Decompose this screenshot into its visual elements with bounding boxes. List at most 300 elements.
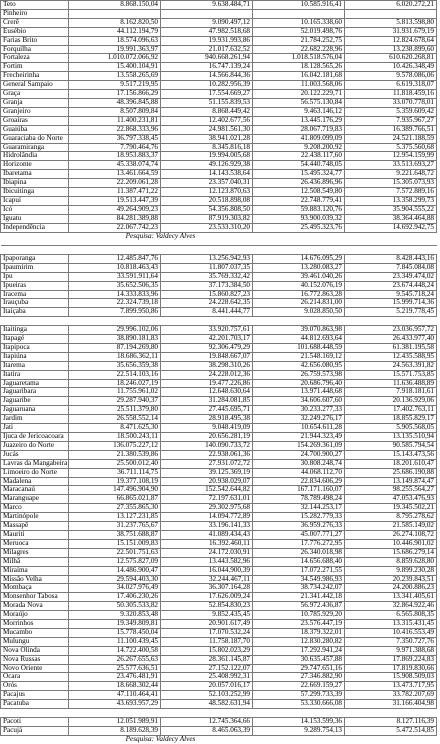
- value-cell: 13.280.083,27: [253, 263, 345, 272]
- value-cell: [253, 9, 345, 18]
- table-row: [1, 548, 437, 557]
- value-cell: 11.400.231,81: [69, 116, 161, 125]
- value-cell: 9.852.435,45: [161, 611, 253, 620]
- value-cell: 26.274.108,72: [345, 530, 437, 539]
- table-row: [1, 655, 437, 664]
- value-cell: 31.284.081,85: [161, 397, 253, 406]
- value-cell: 136.075.227,12: [69, 441, 161, 450]
- value-cell: 31.931.679,19: [345, 27, 437, 36]
- table-row: [1, 205, 437, 214]
- value-cell: 8.189.628,39: [69, 726, 161, 735]
- municipality-cell: Granja: [1, 98, 69, 107]
- value-cell: 8.345.816,18: [161, 143, 253, 152]
- value-cell: 72.197.631,01: [161, 495, 253, 504]
- value-cell: 35.652.506,35: [69, 281, 161, 290]
- value-cell: 610.620.268,81: [345, 54, 437, 63]
- municipality-cell: Orós: [1, 682, 69, 691]
- municipality-cell: Itarema: [1, 361, 69, 370]
- value-cell: 15.143.473,56: [345, 450, 437, 459]
- municipality-cell: Ibaretama: [1, 170, 69, 179]
- value-cell: 7.918.181,61: [345, 388, 437, 397]
- table-row: [1, 726, 437, 735]
- value-cell: 21.017.632,52: [161, 45, 253, 54]
- municipality-cell: Pacujá: [1, 726, 69, 735]
- municipality-cell: Itaiçaba: [1, 308, 69, 317]
- value-cell: 13.135.510,94: [345, 433, 437, 442]
- table-row: [1, 352, 437, 361]
- value-cell: 13.443.582,96: [161, 557, 253, 566]
- value-cell: 26.558.552,14: [69, 415, 161, 424]
- value-cell: 12.435.588,95: [345, 352, 437, 361]
- value-cell: 21.341.442,18: [253, 593, 345, 602]
- municipality-cell: Icapuí: [1, 196, 69, 205]
- municipality-cell: Teto: [1, 1, 69, 10]
- value-cell: 38.298.310,26: [161, 361, 253, 370]
- value-cell: 13.445.176,29: [253, 116, 345, 125]
- table-row: [1, 308, 437, 317]
- table-row: [1, 36, 437, 45]
- value-cell: 53.330.666,08: [253, 700, 345, 709]
- value-cell: 9.028.850,50: [253, 308, 345, 317]
- value-cell: 6.619.318,07: [345, 81, 437, 90]
- value-cell: 84.281.389,88: [69, 214, 161, 223]
- value-cell: 22.748.779,41: [253, 196, 345, 205]
- municipality-cell: Guaiúba: [1, 125, 69, 134]
- municipality-cell: Jucás: [1, 450, 69, 459]
- value-cell: 11.100.439,45: [69, 637, 161, 646]
- table-row: [1, 107, 437, 116]
- value-cell: 20.901.617,49: [161, 620, 253, 629]
- value-cell: 29.996.102,06: [69, 326, 161, 335]
- value-cell: 36.711.114,75: [69, 468, 161, 477]
- value-cell: 12.830.280,82: [253, 637, 345, 646]
- value-cell: 16.747.139,24: [161, 63, 253, 72]
- value-cell: 19.345.502,21: [345, 504, 437, 513]
- value-cell: 32.249.276,17: [253, 415, 345, 424]
- value-cell: 11.818.459,16: [345, 90, 437, 99]
- value-cell: [161, 9, 253, 18]
- value-cell: 9.638.484,71: [161, 1, 253, 10]
- value-cell: 33.513.693,27: [345, 161, 437, 170]
- value-cell: 15.282.779,33: [253, 513, 345, 522]
- value-cell: 44.112.194,79: [69, 27, 161, 36]
- value-cell: 44.812.693,64: [253, 335, 345, 344]
- value-cell: 90.585.794,54: [345, 441, 437, 450]
- value-cell: 17.869.224,83: [345, 655, 437, 664]
- value-cell: 16.772.863,28: [253, 290, 345, 299]
- value-cell: 50.305.533,82: [69, 602, 161, 611]
- value-cell: 23.674.448,24: [345, 281, 437, 290]
- municipality-cell: Granjeiro: [1, 107, 69, 116]
- table-row: [1, 1, 437, 10]
- value-cell: 13.238.899,60: [345, 45, 437, 54]
- value-cell: 20.239.843,51: [345, 575, 437, 584]
- value-cell: 6.020.272,21: [345, 1, 437, 10]
- value-cell: 7.350.727,76: [345, 637, 437, 646]
- value-cell: [69, 9, 161, 18]
- value-cell: 13.358.299,73: [345, 196, 437, 205]
- source-note: Pesquisa: Valdecy Alves: [125, 734, 196, 743]
- value-cell: 22.682.228,96: [253, 45, 345, 54]
- value-cell: 24.172.030,91: [161, 548, 253, 557]
- value-cell: 15.860.827,23: [161, 290, 253, 299]
- value-cell: 15.686.279,14: [345, 548, 437, 557]
- value-cell: 21.380.539,86: [69, 450, 161, 459]
- value-cell: 17.626.009,24: [161, 593, 253, 602]
- value-cell: 5.813.598,80: [345, 18, 437, 27]
- municipality-cell: Madalena: [1, 477, 69, 486]
- value-cell: 12.824.678,64: [345, 36, 437, 45]
- value-cell: 27.152.122,07: [161, 664, 253, 673]
- table-row: [1, 272, 437, 281]
- table-row: [1, 450, 437, 459]
- value-cell: 38.941.021,28: [161, 134, 253, 143]
- value-cell: 12.051.989,91: [69, 717, 161, 726]
- table-row: [1, 214, 437, 223]
- value-cell: 13.256.942,93: [161, 254, 253, 263]
- value-cell: 30.635.457,88: [253, 655, 345, 664]
- value-cell: 8.507.809,84: [69, 107, 161, 116]
- value-cell: 15.999.714,36: [345, 299, 437, 308]
- value-cell: 15.495.324,77: [253, 170, 345, 179]
- value-cell: 17.292.941,24: [253, 646, 345, 655]
- value-cell: 98.255.564,27: [345, 486, 437, 495]
- value-cell: 14.333.833,96: [69, 290, 161, 299]
- value-cell: 49.126.929,38: [161, 161, 253, 170]
- value-cell: 5.472.514,85: [345, 726, 437, 735]
- value-cell: 7.935.967,27: [345, 116, 437, 125]
- value-cell: 16.042.181,68: [253, 72, 345, 81]
- municipality-cell: Maracanaú: [1, 486, 69, 495]
- value-cell: 87.194.269,80: [69, 343, 161, 352]
- value-cell: 45.338.074,74: [69, 161, 161, 170]
- value-cell: 23.349.474,02: [345, 272, 437, 281]
- municipality-cell: Mulungu: [1, 637, 69, 646]
- value-cell: 35.904.555,22: [345, 205, 437, 214]
- value-cell: 47.110.464,41: [69, 691, 161, 700]
- value-cell: 14.486.900,47: [69, 566, 161, 575]
- municipality-cell: Moraújo: [1, 611, 69, 620]
- value-cell: 18.686.362,11: [69, 352, 161, 361]
- value-cell: 8.465.063,39: [161, 726, 253, 735]
- value-cell: 17.406.230,26: [69, 593, 161, 602]
- value-cell: 8.471.625,30: [69, 424, 161, 433]
- municipality-cell: Guaramiranga: [1, 143, 69, 152]
- value-cell: 40.152.076,19: [253, 281, 345, 290]
- table-row: [1, 18, 437, 27]
- value-cell: 25.686.190,88: [345, 468, 437, 477]
- value-cell: 25.577.636,51: [69, 664, 161, 673]
- value-cell: 18.128.565,26: [253, 63, 345, 72]
- value-cell: 20.057.016,17: [161, 682, 253, 691]
- value-cell: 33.782.207,69: [345, 691, 437, 700]
- value-cell: 29.747.651,16: [253, 664, 345, 673]
- value-cell: 17.156.866,29: [69, 90, 161, 99]
- value-cell: 12.123.870,63: [161, 188, 253, 197]
- table-row: [1, 343, 437, 352]
- value-cell: 36.797.338,45: [69, 134, 161, 143]
- value-cell: 78.789.498,24: [253, 495, 345, 504]
- value-cell: 154.269.361,09: [253, 441, 345, 450]
- municipality-cell: Marco: [1, 504, 69, 513]
- value-cell: 23.357.040,31: [161, 179, 253, 188]
- municipality-cell: Iracema: [1, 290, 69, 299]
- value-cell: 1.018.518.576,04: [253, 54, 345, 63]
- value-cell: 18.246.027,19: [69, 379, 161, 388]
- municipality-cell: Fortim: [1, 63, 69, 72]
- value-cell: 26.340.018,98: [253, 548, 345, 557]
- value-cell: 14.676.095,29: [253, 254, 345, 263]
- value-cell: 152.542.644,82: [161, 486, 253, 495]
- municipality-cell: Crerê: [1, 18, 69, 27]
- value-cell: 24.228.642,35: [161, 299, 253, 308]
- note-spacer: [1, 232, 69, 240]
- municipality-cell: Milagres: [1, 548, 69, 557]
- municipality-cell: Jaguaribara: [1, 388, 69, 397]
- municipality-cell: Icó: [1, 205, 69, 214]
- value-cell: 9.221.648,72: [345, 170, 437, 179]
- value-cell: 12.745.364,66: [161, 717, 253, 726]
- value-cell: 27.445.695,71: [161, 406, 253, 415]
- municipality-cell: Ibicuitinga: [1, 188, 69, 197]
- value-cell: 23.476.481,91: [69, 673, 161, 682]
- value-cell: 36.959.276,33: [253, 522, 345, 531]
- value-cell: 11.636.488,89: [345, 379, 437, 388]
- value-cell: 42.201.703,17: [161, 335, 253, 344]
- value-cell: 13.461.664,59: [69, 170, 161, 179]
- value-cell: 17.072.271,55: [253, 566, 345, 575]
- value-cell: 18.201.610,47: [345, 459, 437, 468]
- municipality-cell: Frecheirinha: [1, 72, 69, 81]
- value-cell: 33.070.778,01: [345, 98, 437, 107]
- municipality-cell: Ipueiras: [1, 281, 69, 290]
- municipality-cell: Jardim: [1, 415, 69, 424]
- municipality-cell: Ijuca de Jericoacoara: [1, 433, 69, 442]
- municipality-cell: Pacajus: [1, 691, 69, 700]
- value-cell: 23.533.310,20: [161, 223, 253, 232]
- value-cell: 36.307.164,28: [161, 584, 253, 593]
- value-cell: 20.518.898,08: [161, 196, 253, 205]
- value-cell: 15.908.509,03: [345, 673, 437, 682]
- municipality-cell: Forquilha: [1, 45, 69, 54]
- value-cell: 11.758.187,70: [161, 637, 253, 646]
- value-cell: 24.228.012,36: [161, 370, 253, 379]
- value-cell: 21.548.169,12: [253, 352, 345, 361]
- municipality-cell: Itapagé: [1, 335, 69, 344]
- value-cell: 24.200.886,23: [345, 584, 437, 593]
- value-cell: 9.971.388,68: [345, 646, 437, 655]
- municipality-cell: Maranguape: [1, 495, 69, 504]
- value-cell: 14.094.772,89: [161, 513, 253, 522]
- table-row: [1, 468, 437, 477]
- value-cell: 9.090.497,12: [161, 18, 253, 27]
- value-cell: 19.848.667,07: [161, 352, 253, 361]
- value-cell: 9.463.146,12: [253, 107, 345, 116]
- value-cell: 24.981.561,30: [161, 125, 253, 134]
- value-cell: 49.264.909,23: [69, 205, 161, 214]
- value-cell: 16.389.766,51: [345, 125, 437, 134]
- value-cell: 15.305.073,93: [345, 179, 437, 188]
- value-cell: 48.396.845,88: [69, 98, 161, 107]
- value-cell: 10.818.463,43: [69, 263, 161, 272]
- value-cell: 10.654.611,28: [253, 424, 345, 433]
- value-cell: 61.381.195,58: [345, 343, 437, 352]
- value-cell: 66.865.021,87: [69, 495, 161, 504]
- value-cell: 12.485.847,76: [69, 254, 161, 263]
- value-cell: 41.089.434,43: [161, 530, 253, 539]
- value-cell: 7.572.889,16: [345, 188, 437, 197]
- municipality-cell: Jati: [1, 424, 69, 433]
- value-cell: 38.734.242,07: [253, 584, 345, 593]
- value-cell: 14.656.688,40: [253, 557, 345, 566]
- value-cell: 21.944.323,49: [253, 433, 345, 442]
- value-cell: 35.769.332,42: [161, 272, 253, 281]
- value-cell: 29.287.940,37: [69, 397, 161, 406]
- value-cell: 18.574.096,63: [69, 36, 161, 45]
- value-cell: 13.149.874,47: [345, 477, 437, 486]
- value-cell: 25.408.992,31: [161, 673, 253, 682]
- value-cell: 22.324.739,18: [69, 299, 161, 308]
- municipality-cell: Meruoca: [1, 539, 69, 548]
- value-cell: 21.784.252,75: [253, 36, 345, 45]
- municipality-cell: Miraíma: [1, 566, 69, 575]
- value-cell: 56.972.436,87: [253, 602, 345, 611]
- value-cell: 13.341.405,61: [345, 593, 437, 602]
- value-cell: 11.003.568,06: [253, 81, 345, 90]
- value-cell: 20.686.796,40: [253, 379, 345, 388]
- value-cell: 5.375.560,68: [345, 143, 437, 152]
- note-spacer: [1, 735, 69, 743]
- source-note-row: [1, 232, 437, 240]
- value-cell: 48.582.631,94: [161, 700, 253, 709]
- value-cell: 17.554.669,27: [161, 90, 253, 99]
- value-cell: 52.019.498,76: [253, 27, 345, 36]
- value-cell: 11.807.037,35: [161, 263, 253, 272]
- value-cell: 51.155.839,53: [161, 98, 253, 107]
- value-cell: 167.171.160,07: [253, 486, 345, 495]
- value-cell: 25.511.379,80: [69, 406, 161, 415]
- value-cell: 5.905.568,05: [345, 424, 437, 433]
- table-row: [1, 700, 437, 709]
- value-cell: 27.931.072,72: [161, 459, 253, 468]
- value-cell: 13.971.448,68: [253, 388, 345, 397]
- table-row: [1, 459, 437, 468]
- municipality-cell: Groaíras: [1, 116, 69, 125]
- value-cell: 24.521.188,59: [345, 134, 437, 143]
- value-cell: 14.722.400,58: [69, 646, 161, 655]
- municipality-cell: Itapiúna: [1, 352, 69, 361]
- municipality-cell: Mucambo: [1, 628, 69, 637]
- value-cell: 20.136.929,06: [345, 397, 437, 406]
- value-cell: 940.668.261,94: [161, 54, 253, 63]
- municipality-cell: Nova Olinda: [1, 646, 69, 655]
- municipal-revenue-table-1: [0, 0, 437, 240]
- value-cell: 15.571.753,85: [345, 370, 437, 379]
- value-cell: 12.402.677,56: [161, 116, 253, 125]
- source-note: Pesquisa: Valdecy Alves: [125, 231, 196, 240]
- municipality-cell: Milhã: [1, 557, 69, 566]
- value-cell: 11.387.471,22: [69, 188, 161, 197]
- value-cell: 12.648.630,64: [161, 388, 253, 397]
- value-cell: 16.392.460,11: [161, 539, 253, 548]
- value-cell: 8.868.449,42: [161, 107, 253, 116]
- value-cell: 32.864.922,46: [345, 602, 437, 611]
- value-cell: 47.982.518,68: [161, 27, 253, 36]
- value-cell: 35.656.359,38: [69, 361, 161, 370]
- municipal-revenue-table-2: [0, 245, 437, 744]
- value-cell: [345, 9, 437, 18]
- value-cell: 9.578.086,06: [345, 72, 437, 81]
- municipality-cell: Itapipoca: [1, 343, 69, 352]
- municipality-cell: Pacoti: [1, 717, 69, 726]
- value-cell: 26.267.655,63: [69, 655, 161, 664]
- value-cell: 10.446.901,02: [345, 539, 437, 548]
- value-cell: 54.356.808,50: [161, 205, 253, 214]
- value-cell: 22.868.333,96: [69, 125, 161, 134]
- value-cell: 18.855.829,17: [345, 415, 437, 424]
- value-cell: 38.751.688,87: [69, 530, 161, 539]
- municipality-cell: Massapê: [1, 522, 69, 531]
- table-row: [1, 646, 437, 655]
- table-row: [1, 134, 437, 143]
- table-row: [1, 9, 437, 18]
- value-cell: 22.501.751,63: [69, 548, 161, 557]
- value-cell: 93.900.039,32: [253, 214, 345, 223]
- value-cell: 39.125.369,19: [161, 468, 253, 477]
- value-cell: 33.196.141,33: [161, 522, 253, 531]
- value-cell: 13.127.231,85: [69, 513, 161, 522]
- municipality-cell: Itaitinga: [1, 326, 69, 335]
- value-cell: 17.819.830,66: [345, 664, 437, 673]
- value-cell: 19.349.809,81: [69, 620, 161, 629]
- table-row: [1, 27, 437, 36]
- table-row: [1, 223, 437, 232]
- value-cell: 8.162.820,50: [69, 18, 161, 27]
- value-cell: 17.070.532,24: [161, 628, 253, 637]
- municipality-cell: General Sampaio: [1, 81, 69, 90]
- municipality-cell: Jaguaretama: [1, 379, 69, 388]
- value-cell: 37.173.384,50: [161, 281, 253, 290]
- value-cell: 52.854.830,23: [161, 602, 253, 611]
- value-cell: 8.441.444,77: [161, 308, 253, 317]
- value-cell: 47.053.476,93: [345, 495, 437, 504]
- value-cell: 11.755.961,02: [69, 388, 161, 397]
- value-cell: 5.359.609,42: [345, 107, 437, 116]
- value-cell: 39.070.863,98: [253, 326, 345, 335]
- municipality-cell: Missão Velha: [1, 575, 69, 584]
- municipality-cell: Itatira: [1, 370, 69, 379]
- value-cell: 22.067.742,23: [69, 223, 161, 232]
- municipality-cell: Morrinhos: [1, 620, 69, 629]
- value-cell: 22.514.103,16: [69, 370, 161, 379]
- value-cell: 25.495.323,76: [253, 223, 345, 232]
- value-cell: 9.899.230,28: [345, 566, 437, 575]
- table-row: [1, 370, 437, 379]
- value-cell: 28.918.495,38: [161, 415, 253, 424]
- municipality-cell: Horizonte: [1, 161, 69, 170]
- municipality-cell: Mombaça: [1, 584, 69, 593]
- value-cell: 38.890.181,83: [69, 335, 161, 344]
- table-row: [1, 196, 437, 205]
- municipality-cell: Lavras da Mangabeira: [1, 459, 69, 468]
- value-cell: 9.545.718,24: [345, 290, 437, 299]
- value-cell: 20.938.029,07: [161, 477, 253, 486]
- value-cell: 20.122.229,71: [253, 90, 345, 99]
- value-cell: 26.433.977,40: [345, 335, 437, 344]
- value-cell: 57.299.733,39: [253, 691, 345, 700]
- value-cell: 87.919.303,82: [161, 214, 253, 223]
- value-cell: 8.428.443,16: [345, 254, 437, 263]
